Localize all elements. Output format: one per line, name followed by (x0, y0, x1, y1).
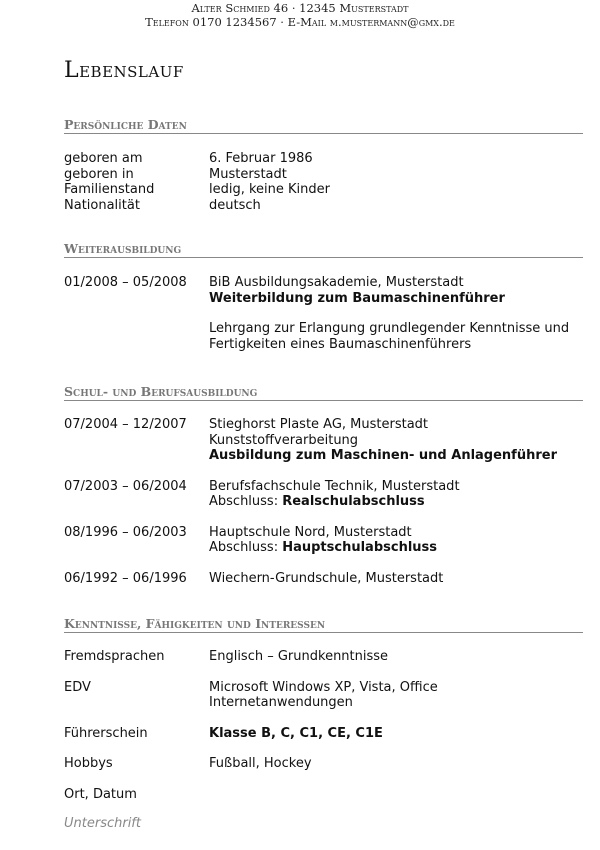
entry-institution: Berufsfachschule Technik, Musterstadt (209, 478, 460, 494)
skills-value: Microsoft Windows XP, Vista, Office (209, 679, 438, 695)
place-date-row (64, 787, 583, 803)
entry-period: 07/2004 – 12/2007 (64, 417, 187, 432)
personal-label: Nationalität (64, 197, 140, 213)
personal-value: deutsch (209, 197, 261, 213)
section-personal (64, 117, 583, 213)
entry-qualification: Ausbildung zum Maschinen- und Anlagenführer (209, 448, 557, 463)
section-heading-skills: Kenntnisse, Fähigkeiten und Interessen (64, 616, 583, 633)
entry-description: Lehrgang zur Erlangung grundlegender Kenntnisse und (209, 321, 570, 336)
entry-description: Fertigkeiten eines Baumaschinenführers (209, 336, 472, 352)
entry-institution: Stieghorst Plaste AG, Musterstadt (209, 417, 429, 432)
entry-degree-prefix: Abschluss: (209, 494, 283, 509)
further-entry (64, 275, 583, 352)
skills-label: Fremdsprachen (64, 649, 165, 664)
personal-row-nationality (64, 198, 583, 214)
personal-row-birthdate (64, 151, 583, 167)
entry-institution: Wiechern-Grundschule, Musterstadt (209, 570, 444, 586)
personal-label: geboren am (64, 151, 143, 166)
personal-row-marital (64, 182, 583, 198)
school-entry (64, 571, 583, 587)
skills-row-hobbies (64, 756, 583, 772)
personal-value: 6. Februar 1986 (209, 151, 313, 166)
personal-label: Familienstand (64, 182, 155, 197)
skills-label: EDV (64, 679, 91, 695)
section-heading-personal: Persönliche Daten (64, 117, 583, 134)
personal-label: geboren in (64, 166, 134, 182)
entry-degree: Hauptschulabschluss (282, 540, 438, 555)
entry-period: 01/2008 – 05/2008 (64, 275, 187, 290)
school-entry (64, 417, 583, 464)
entry-institution: BiB Ausbildungsakademie, Musterstadt (209, 275, 464, 290)
entry-institution: Hauptschule Nord, Musterstadt (209, 524, 412, 540)
skills-label: Hobbys (64, 756, 113, 771)
personal-row-birthplace (64, 167, 583, 183)
personal-value: ledig, keine Kinder (209, 182, 331, 197)
personal-value: Musterstadt (209, 166, 287, 182)
school-entry (64, 479, 583, 510)
section-skills (64, 616, 583, 802)
skills-value: Klasse B, C, C1, CE, C1E (209, 725, 383, 741)
skills-value: Internetanwendungen (209, 695, 353, 710)
entry-period: 08/1996 – 06/2003 (64, 524, 187, 540)
section-heading-further: Weiterausbildung (64, 241, 583, 258)
section-school (64, 384, 583, 586)
skills-value: Fußball, Hockey (209, 756, 312, 771)
skills-row-languages (64, 649, 583, 665)
skills-value: Englisch – Grundkenntnisse (209, 649, 389, 664)
entry-period: 07/2003 – 06/2004 (64, 478, 187, 494)
address-line: Alter Schmied 46 · 12345 Musterstadt (191, 1, 409, 15)
school-entry (64, 525, 583, 556)
contact-line: Telefon 0170 1234567 · E-Mail m.mustermann@gmx.de (145, 15, 455, 29)
page-title: Lebenslauf (64, 58, 184, 83)
skills-row-edv (64, 680, 583, 711)
entry-department: Kunststoffverarbeitung (209, 432, 359, 448)
contact-header (0, 0, 600, 29)
entry-period: 06/1992 – 06/1996 (64, 570, 187, 586)
skills-label: Führerschein (64, 725, 148, 741)
entry-qualification: Weiterbildung zum Baumaschinenführer (209, 290, 505, 306)
place-date-label: Ort, Datum (64, 786, 137, 802)
section-further-education (64, 241, 583, 352)
skills-row-license (64, 726, 583, 742)
signature-label: Unterschrift (64, 816, 141, 831)
entry-degree: Realschulabschluss (282, 494, 425, 509)
entry-degree-prefix: Abschluss: (209, 540, 283, 555)
section-heading-school: Schul- und Berufsausbildung (64, 384, 583, 401)
